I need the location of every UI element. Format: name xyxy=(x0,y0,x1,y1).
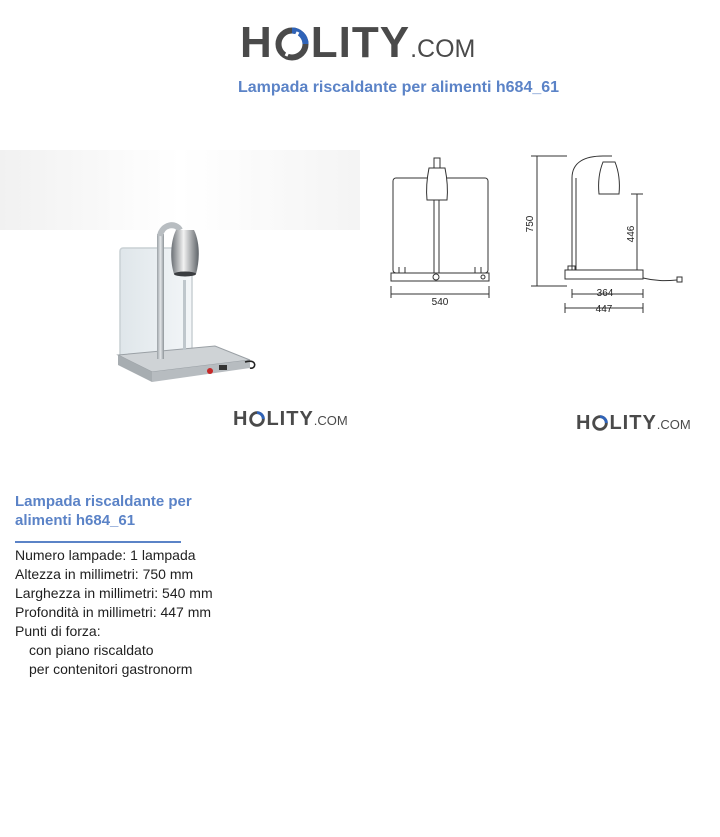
logo-suffix: .COM xyxy=(313,413,348,428)
page-title: Lampada riscaldante per alimenti h684_61 xyxy=(238,79,560,96)
dim-lamp-height-label: 446 xyxy=(626,225,637,243)
feature-item: per contenitori gastronorm xyxy=(29,661,193,677)
spec-list xyxy=(15,546,213,679)
logo-o-mark-icon xyxy=(275,22,309,56)
spec-lamp-count: Numero lampade: 1 lampada xyxy=(15,547,196,563)
spec-features-label: Punti di forza: xyxy=(15,623,101,639)
dim-height-label: 750 xyxy=(525,215,536,233)
spec-height: Altezza in millimetri: 750 mm xyxy=(15,566,194,582)
heading-divider xyxy=(15,541,181,543)
technical-drawing xyxy=(385,148,695,320)
feature-item: con piano riscaldato xyxy=(29,642,154,658)
spec-depth: Profondità in millimetri: 447 mm xyxy=(15,604,212,620)
logo-letter-h: H xyxy=(576,412,592,434)
logo-letter-h: H xyxy=(240,18,273,67)
logo-letters-lity: LITY xyxy=(310,18,411,67)
dim-width-label: 540 xyxy=(431,297,449,308)
dim-base-depth-label: 364 xyxy=(596,288,614,299)
logo-letters-lity: LITY xyxy=(609,412,657,434)
product-photo xyxy=(0,150,360,390)
product-heading: Lampada riscaldante per alimenti h684_61 xyxy=(15,493,192,529)
holity-logo[interactable] xyxy=(240,18,475,68)
dim-depth-label: 447 xyxy=(595,304,613,315)
logo-letter-h: H xyxy=(233,408,249,430)
logo-suffix: .COM xyxy=(410,35,476,63)
logo-o-mark-icon xyxy=(249,410,265,426)
logo-suffix: .COM xyxy=(656,417,691,432)
holity-watermark-photo xyxy=(233,408,348,431)
logo-o-mark-icon xyxy=(592,414,608,430)
spec-width: Larghezza in millimetri: 540 mm xyxy=(15,585,213,601)
logo-letters-lity: LITY xyxy=(266,408,314,430)
holity-watermark-drawing xyxy=(576,412,691,435)
